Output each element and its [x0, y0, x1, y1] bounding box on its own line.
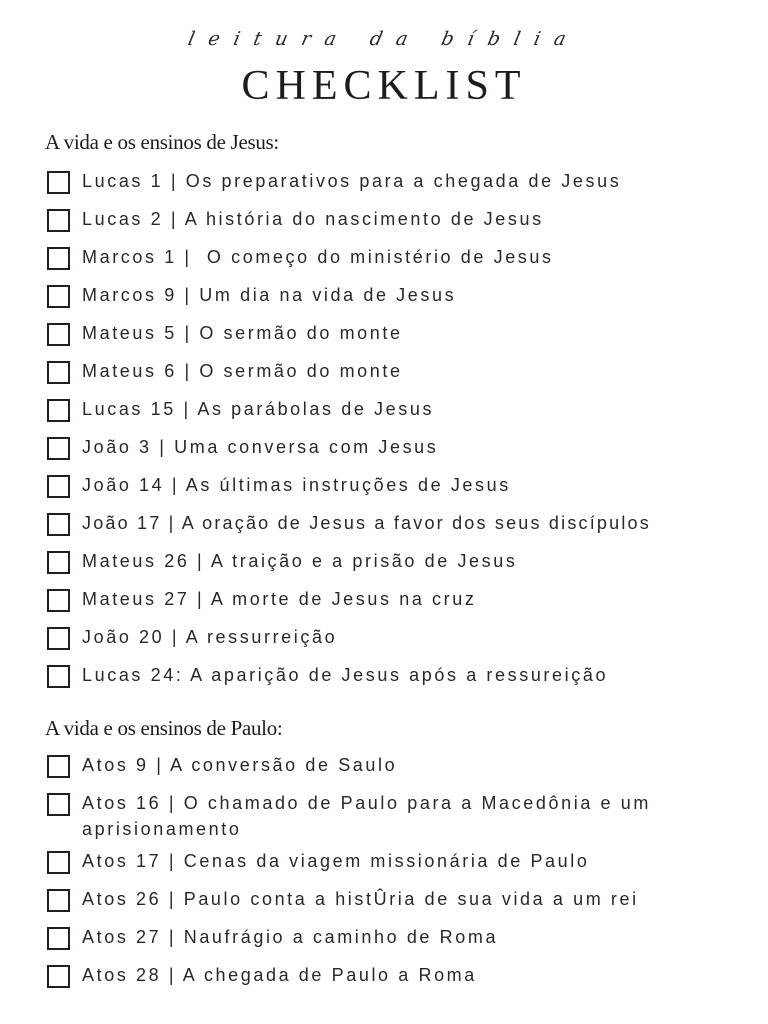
checkbox[interactable] — [47, 665, 70, 688]
checkbox[interactable] — [47, 475, 70, 498]
checklist-item-label: Lucas 2 | A história do nascimento de Jesus — [82, 209, 544, 229]
checklist-item-label: Lucas 15 | As parábolas de Jesus — [82, 399, 435, 419]
checklist-item-label: Marcos 9 | Um dia na vida de Jesus — [82, 285, 457, 305]
checklist-item-label: Lucas 1 | Os preparativos para a chegada de Jesus — [82, 171, 622, 191]
checkbox[interactable] — [47, 399, 70, 422]
page-title: CHECKLIST — [241, 63, 527, 109]
checkbox[interactable] — [47, 851, 70, 874]
checklist-item-label: Atos 28 | A chegada de Paulo a Roma — [82, 965, 477, 985]
checkbox[interactable] — [47, 755, 70, 778]
page-subtitle: leitura da bíblia — [186, 28, 582, 50]
checkbox[interactable] — [47, 627, 70, 650]
checkbox[interactable] — [47, 285, 70, 308]
checkbox[interactable] — [47, 247, 70, 270]
checklist-item-label: João 17 | A oração de Jesus a favor dos seus discípulos — [82, 513, 651, 533]
checkbox[interactable] — [47, 323, 70, 346]
checkbox[interactable] — [47, 965, 70, 988]
checkbox[interactable] — [47, 209, 70, 232]
checklist-item-label: João 20 | A ressurreição — [82, 627, 338, 647]
checklist-item-label: João 3 | Uma conversa com Jesus — [82, 437, 439, 457]
checklist-item-label: Atos 26 | Paulo conta a histÛria de sua vida a um rei — [82, 889, 639, 909]
checklist-item-label: Mateus 26 | A traição e a prisão de Jesus — [82, 551, 518, 571]
checkbox[interactable] — [47, 793, 70, 816]
checkbox[interactable] — [47, 513, 70, 536]
checkbox[interactable] — [47, 171, 70, 194]
section-heading-jesus: A vida e os ensinos de Jesus: — [45, 130, 279, 154]
checklist-item-label: João 14 | As últimas instruções de Jesus — [82, 475, 511, 495]
checklist-item-label: Lucas 24: A aparição de Jesus após a ressureição — [82, 665, 609, 685]
checklist-item-label: Marcos 1 | O começo do ministério de Jesus — [82, 247, 554, 267]
checklist-item-label: Mateus 6 | O sermão do monte — [82, 361, 403, 381]
checkbox[interactable] — [47, 889, 70, 912]
checklist-item-label: Atos 17 | Cenas da viagem missionária de Paulo — [82, 851, 590, 871]
checkbox[interactable] — [47, 927, 70, 950]
checklist-item-label: Mateus 27 | A morte de Jesus na cruz — [82, 589, 477, 609]
checklist-item-label: Atos 16 | O chamado de Paulo para a Macedônia e um aprisionamento — [82, 793, 651, 839]
checkbox[interactable] — [47, 361, 70, 384]
section-heading-paulo: A vida e os ensinos de Paulo: — [45, 716, 283, 740]
checklist-item-label: Atos 27 | Naufrágio a caminho de Roma — [82, 927, 499, 947]
checkbox[interactable] — [47, 551, 70, 574]
checklist-item-label: Atos 9 | A conversão de Saulo — [82, 755, 398, 775]
checklist-item-label: Mateus 5 | O sermão do monte — [82, 323, 403, 343]
checkbox[interactable] — [47, 437, 70, 460]
checkbox[interactable] — [47, 589, 70, 612]
